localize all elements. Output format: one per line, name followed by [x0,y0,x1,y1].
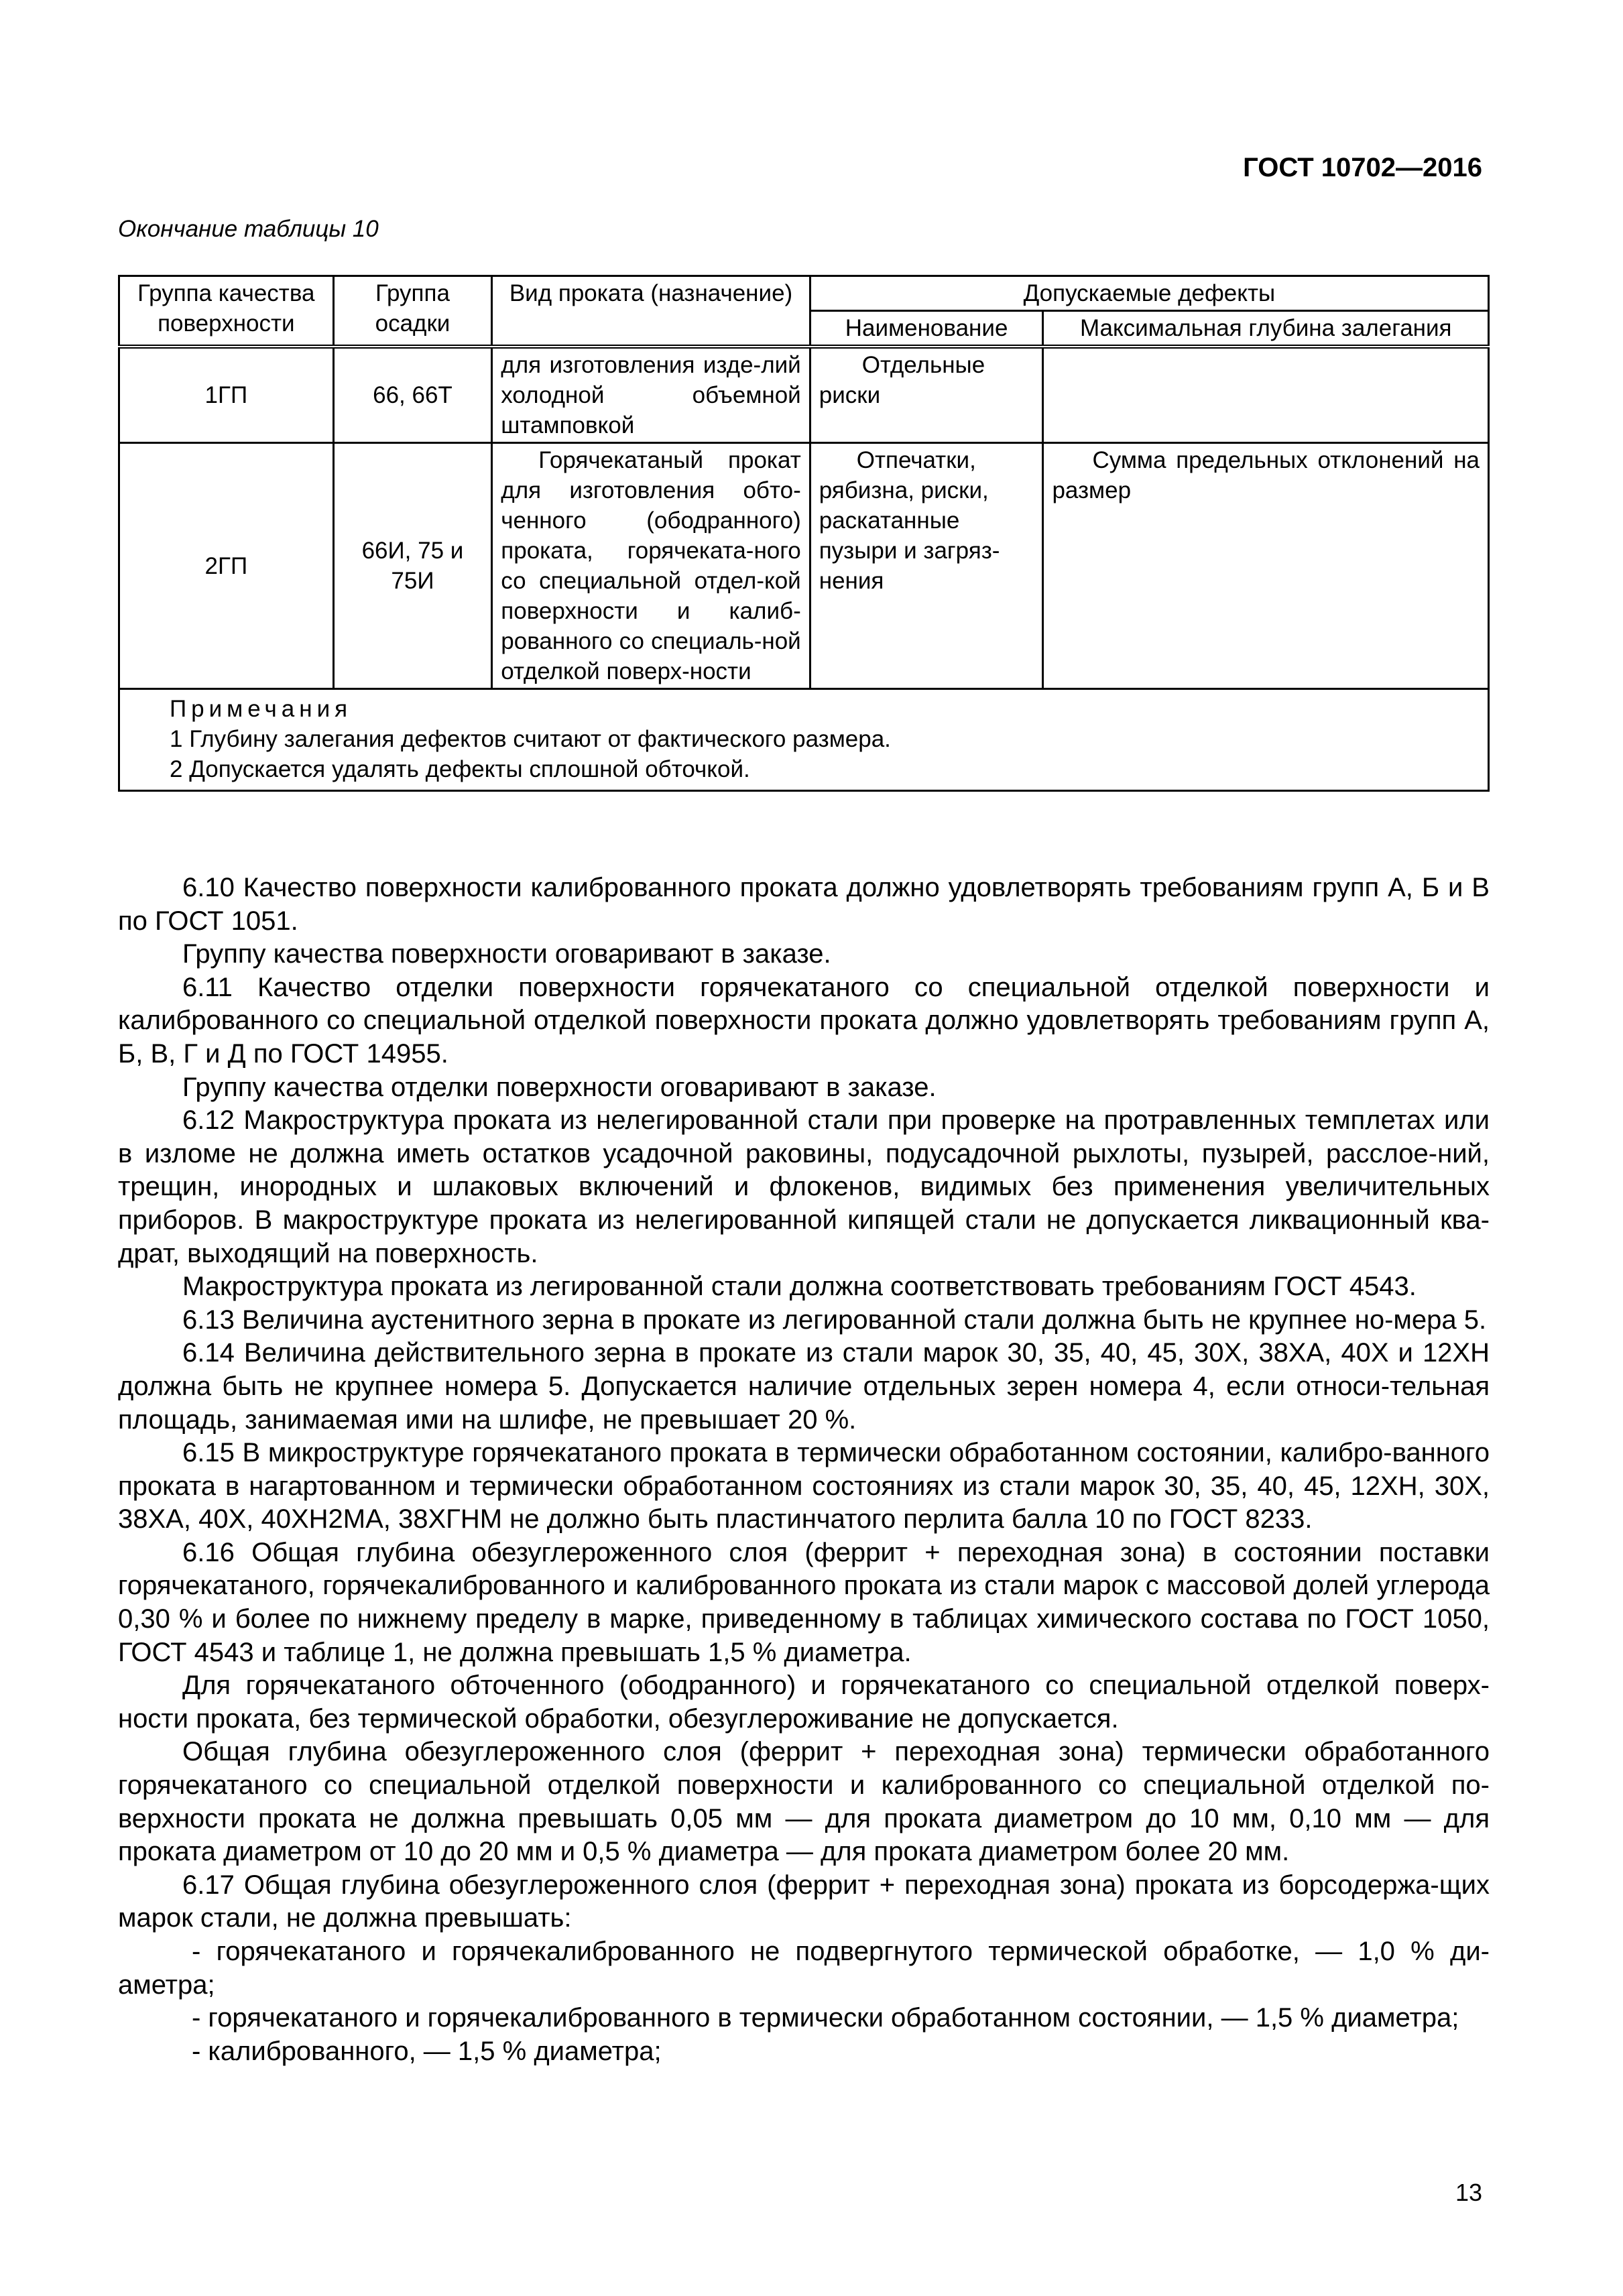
cell-quality-group: 1ГП [119,347,334,443]
table-notes-row [119,689,1489,791]
paragraph: Макроструктура проката из легированной стали должна соответствовать требованиям ГОСТ 4543. [182,1272,1417,1302]
header-upset-group: Группа осадки [333,276,492,347]
paragraph-6-14: 6.14 Величина действительного зерна в прокате из стали марок 30, 35, 40, 45, 30Х, 38ХА, 40Х и 12ХН должна быть не крупнее номера 5. Допускается наличие отдельных зерен номера 4, если относи-тельная площадь, занимаемая ими на шлифе, не превышает 20 %. [118,1338,1490,1435]
paragraph: Общая глубина обезуглероженного слоя (феррит + переходная зона) термически обработанного горячекатаного со специальной отделкой поверхности и калиброванного со специальной отделкой по-верхности проката не должна превышать 0,05 мм — для проката диаметром до 10 мм, 0,10 мм — для проката диаметром от 10 до 20 мм и 0,5 % диаметра — для проката диаметром более 20 мм. [118,1737,1490,1867]
paragraph-6-17: 6.17 Общая глубина обезуглероженного слоя (феррит + переходная зона) проката из борсодержа-щих марок стали, не должна превышать: [118,1870,1490,1933]
cell-defect-name: Отдельные риски [810,347,1043,443]
cell-max-depth: Сумма предельных отклонений на размер [1043,443,1489,689]
paragraph-6-15: 6.15 В микроструктуре горячекатаного проката в термически обработанном состоянии, калибро-ванного проката в нагартованном и термически обработанном состояниях из стали марок 30, 35, 40, 45, 12ХН, 30Х, 38ХА, 40Х, 40ХН2МА, 38ХГНМ не должно быть пластинчатого перлита балла 10 по ГОСТ 8233. [118,1438,1490,1534]
cell-defect-name: Отпечатки, рябизна, риски, раскатанные пузыри и загряз-нения [810,443,1043,689]
cell-upset-group: 66И, 75 и 75И [333,443,492,689]
header-quality-group: Группа качества поверхности [119,276,334,347]
paragraph-6-12: 6.12 Макроструктура проката из нелегированной стали при проверке на протравленных темплетах или в изломе не должна иметь остатков усадочной раковины, подусадочной рыхлоты, пузырей, расслое-ний, трещин, инородных и шлаковых включений и флокенов, видимых без применения увеличительных приборов. В макроструктуре проката из нелегированной кипящей стали не допускается ликвационный ква-драт, выходящий на поверхность. [118,1105,1490,1268]
standard-header: ГОСТ 10702—2016 [1243,153,1482,182]
cell-rolled-type: для изготовления изде-лий холодной объемной штамповкой [492,347,810,443]
table-row [119,347,1489,443]
page-number: 13 [1455,2179,1482,2206]
note-item: 2 Допускается удалять дефекты сплошной обточкой. [170,756,750,782]
table-caption: Окончание таблицы 10 [118,216,379,242]
header-max-depth: Максимальная глубина залегания [1043,311,1489,347]
paragraph: Для горячекатаного обточенного (ободранного) и горячекатаного со специальной отделкой поверх-ности проката, без термической обработки, обезуглероживание не допускается. [118,1671,1490,1734]
header-rolled-type: Вид проката (назначение) [492,276,810,347]
list-item: - калиброванного, — 1,5 % диаметра; [192,2036,662,2066]
paragraph-6-11: 6.11 Качество отделки поверхности горячекатаного со специальной отделкой поверхности и калиброванного со специальной отделкой поверхности проката должно удовлетворять требованиям групп А, Б, В, Г и Д по ГОСТ 14955. [118,972,1490,1069]
paragraph-6-16: 6.16 Общая глубина обезуглероженного слоя (феррит + переходная зона) в состоянии поставки горячекатаного, горячекалиброванного и калиброванного проката из стали марок с массовой долей углерода 0,30 % и более по нижнему пределу в марке, приведенному в таблицах химического состава по ГОСТ 1050, ГОСТ 4543 и таблице 1, не должна превышать 1,5 % диаметра. [118,1537,1490,1667]
table-header-row [119,276,1489,311]
cell-upset-group: 66, 66Т [333,347,492,443]
paragraph: Группу качества отделки поверхности оговаривают в заказе. [182,1072,937,1102]
notes-title: Примечания [170,696,353,722]
header-allowed-defects: Допускаемые дефекты [810,276,1488,311]
paragraph-6-13: 6.13 Величина аустенитного зерна в прокате из легированной стали должна быть не крупнее но-мера 5. [182,1305,1487,1335]
defects-table [118,275,1490,792]
table-row [119,443,1489,689]
paragraph: Группу качества поверхности оговаривают в заказе. [182,939,831,969]
body-text [118,871,1490,2068]
list-item: - горячекатаного и горячекалиброванного в термически обработанном состоянии, — 1,5 % диаметра; [192,2003,1459,2033]
cell-quality-group: 2ГП [119,443,334,689]
note-item: 1 Глубину залегания дефектов считают от фактического размера. [170,726,891,752]
header-defect-name: Наименование [810,311,1043,347]
cell-max-depth [1043,347,1489,443]
table-notes [119,689,1489,791]
list-item: - горячекатаного и горячекалиброванного не подвергнутого термической обработке, — 1,0 % ди-аметра; [118,1937,1490,2000]
paragraph-6-10: 6.10 Качество поверхности калиброванного проката должно удовлетворять требованиям групп А, Б и В по ГОСТ 1051. [118,873,1490,936]
cell-rolled-type: Горячекатаный прокат для изготовления обто-ченного (ободранного) проката, горячеката-ного со специальной отдел-кой поверхности и калиб-рованного со специаль-ной отделкой поверх-ности [492,443,810,689]
